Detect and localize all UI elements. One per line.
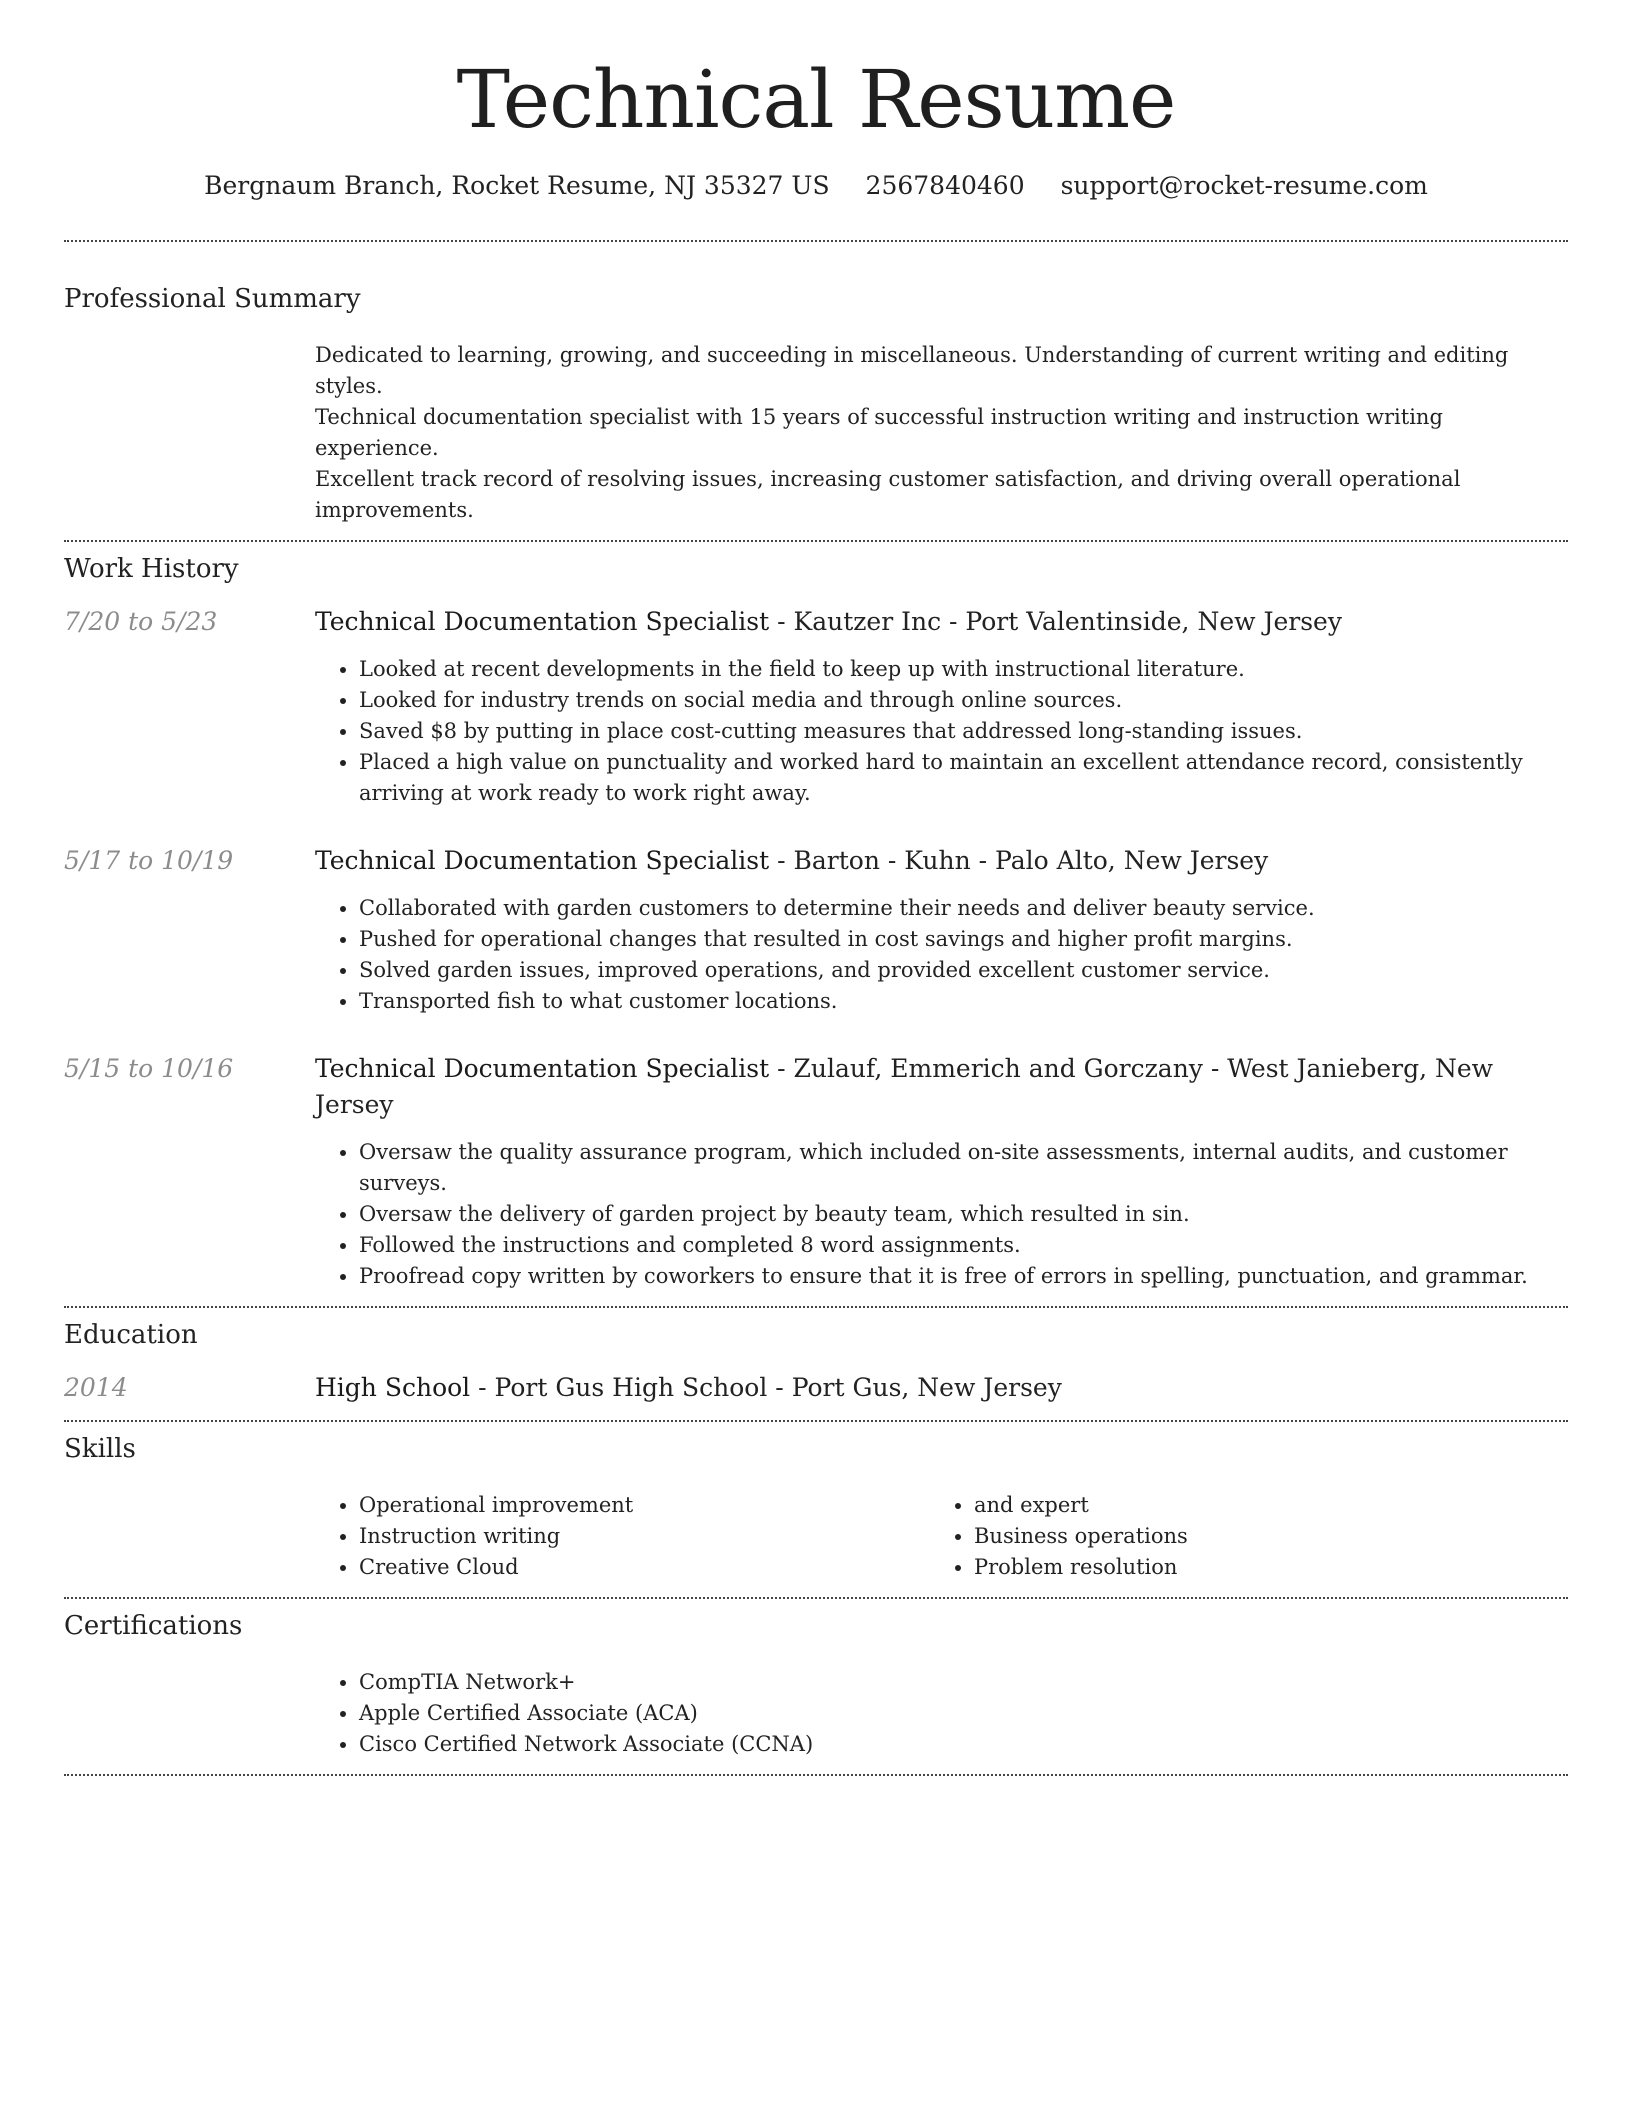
work-history-section [64, 542, 1568, 1306]
skills-column-left [315, 1490, 930, 1583]
certifications-section [64, 1599, 1568, 1774]
job-dates: 7/20 to 5/23 [64, 607, 218, 636]
job-dates: 5/15 to 10/16 [64, 1054, 234, 1083]
list-item: • and expert [974, 1490, 1545, 1521]
education-year: 2014 [64, 1373, 128, 1402]
job-entry [64, 843, 1568, 1017]
list-item: • Oversaw the delivery of garden project by beauty team, which resulted in sin. [359, 1199, 1568, 1230]
list-item: • Placed a high value on punctuality and worked hard to maintain an excellent attendance record, consistently arriving at work ready to work right away. [359, 747, 1568, 809]
education-degree: High School [315, 1373, 471, 1402]
job-company: - Kautzer Inc - Port Valentinside, New Jersey [769, 607, 1342, 636]
skills-grid [315, 1490, 1568, 1583]
work-history-heading: Work History [64, 554, 239, 584]
list-item: • Collaborated with garden customers to determine their needs and deliver beauty service. [359, 893, 1568, 924]
education-school: - Port Gus High School - Port Gus, New Jersey [470, 1373, 1062, 1402]
education-entry [64, 1370, 1568, 1406]
education-title [315, 1370, 1568, 1406]
contact-phone: 2567840460 [865, 171, 1025, 200]
skills-section [64, 1422, 1568, 1597]
list-item: • Oversaw the quality assurance program, which included on-site assessments, internal audits, and customer surveys. [359, 1137, 1568, 1199]
job-bullets [315, 1137, 1568, 1292]
contact-address: Bergnaum Branch, Rocket Resume, NJ 35327 US [204, 171, 830, 200]
job-title [315, 843, 1568, 879]
list-item: • Saved $8 by putting in place cost-cutting measures that addressed long-standing issues. [359, 716, 1568, 747]
job-role: Technical Documentation Specialist [315, 607, 770, 636]
certifications-list-wrap [315, 1667, 1568, 1760]
job-details [315, 843, 1568, 1017]
list-item: • Solved garden issues, improved operations, and provided excellent customer service. [359, 955, 1568, 986]
education-section [64, 1308, 1568, 1420]
job-entry [64, 1051, 1568, 1292]
list-item: • Operational improvement [359, 1490, 930, 1521]
list-item: • Looked for industry trends on social media and through online sources. [359, 685, 1568, 716]
list-item: • Followed the instructions and completed 8 word assignments. [359, 1230, 1568, 1261]
job-company: - Zulauf, Emmerich and Gorczany - West Janieberg, New Jersey [315, 1054, 1494, 1119]
resume-title: Technical Resume [456, 53, 1176, 146]
list-item: • Pushed for operational changes that resulted in cost savings and higher profit margins. [359, 924, 1568, 955]
job-title [315, 1051, 1568, 1123]
job-title [315, 604, 1568, 640]
job-entry [64, 604, 1568, 809]
summary-heading: Professional Summary [64, 284, 361, 314]
list-item: • Looked at recent developments in the field to keep up with instructional literature. [359, 654, 1568, 685]
summary-line: Technical documentation specialist with 15 years of successful instruction writing and instruction writing experience. [315, 405, 1443, 460]
job-dates: 5/17 to 10/19 [64, 846, 234, 875]
certifications-heading: Certifications [64, 1611, 243, 1641]
education-heading: Education [64, 1320, 198, 1350]
skills-column-right [930, 1490, 1545, 1583]
summary-section [64, 242, 1568, 540]
job-role: Technical Documentation Specialist [315, 846, 770, 875]
list-item: • Problem resolution [974, 1552, 1545, 1583]
list-item: • Transported fish to what customer locations. [359, 986, 1568, 1017]
job-bullets [315, 654, 1568, 809]
list-item: • Proofread copy written by coworkers to ensure that it is free of errors in spelling, punctuation, and grammar. [359, 1261, 1568, 1292]
divider [64, 1774, 1568, 1776]
list-item: • Cisco Certified Network Associate (CCNA) [359, 1729, 1568, 1760]
summary-line: Dedicated to learning, growing, and succeeding in miscellaneous. Understanding of current writing and editing styles. [315, 343, 1509, 398]
contact-email: support@rocket-resume.com [1060, 171, 1428, 200]
list-item: • Business operations [974, 1521, 1545, 1552]
job-details [315, 1051, 1568, 1292]
skills-list [315, 1490, 930, 1583]
contact-line [64, 168, 1568, 204]
list-item: • Instruction writing [359, 1521, 930, 1552]
job-details [315, 604, 1568, 809]
summary-text [315, 340, 1568, 526]
certifications-list [315, 1667, 1568, 1760]
job-bullets [315, 893, 1568, 1017]
skills-heading: Skills [64, 1434, 136, 1464]
list-item: • Apple Certified Associate (ACA) [359, 1698, 1568, 1729]
list-item: • CompTIA Network+ [359, 1667, 1568, 1698]
job-role: Technical Documentation Specialist [315, 1054, 770, 1083]
resume-page [64, 0, 1568, 1776]
summary-line: Excellent track record of resolving issues, increasing customer satisfaction, and driving overall operational improvements. [315, 467, 1461, 522]
skills-list [930, 1490, 1545, 1583]
list-item: • Creative Cloud [359, 1552, 930, 1583]
job-company: - Barton - Kuhn - Palo Alto, New Jersey [769, 846, 1269, 875]
education-details [315, 1370, 1568, 1406]
